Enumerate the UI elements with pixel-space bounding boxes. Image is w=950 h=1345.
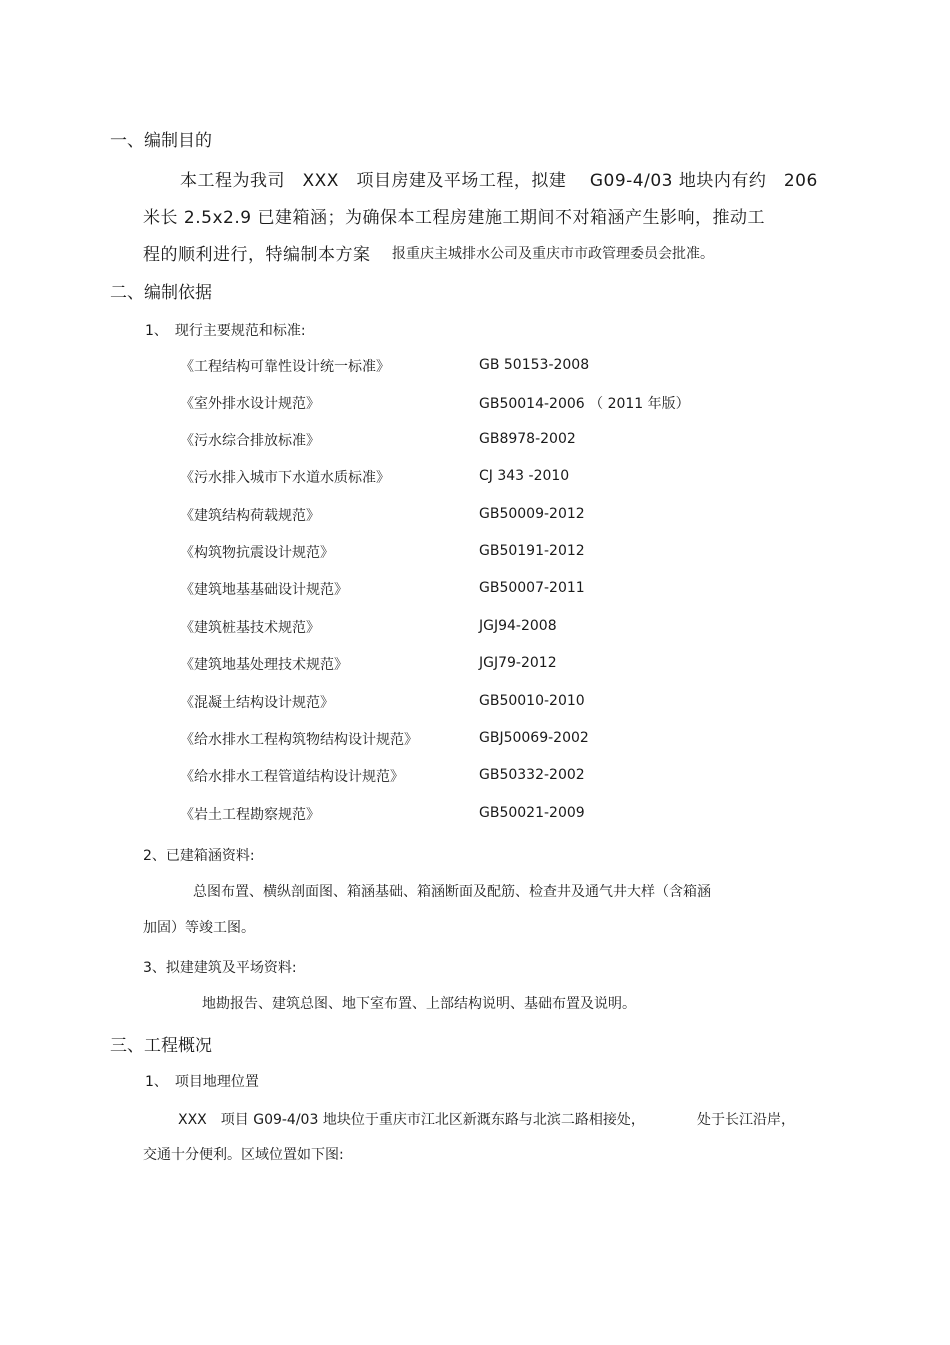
standard-code: GB 50153-2008 — [479, 357, 590, 373]
section-2-item-3-label: 3、拟建建筑及平场资料: — [143, 960, 297, 976]
section-3-item-1-label: 1、 项目地理位置 — [145, 1074, 259, 1090]
section-1-para-line-3-tail: 报重庆主城排水公司及重庆市市政管理委员会批准。 — [392, 246, 714, 262]
standard-code: GB50009-2012 — [479, 506, 585, 522]
standard-name: 《工程结构可靠性设计统一标准》 — [180, 359, 390, 375]
section-1-para-line-1: 本工程为我司 XXX 项目房建及平场工程，拟建 G09-4/03 地块内有约 206 — [180, 171, 818, 191]
standard-code: GB8978-2002 — [479, 431, 576, 447]
standard-code: GB50021-2009 — [479, 805, 585, 821]
standard-code: JGJ79-2012 — [479, 655, 557, 671]
standard-name: 《混凝土结构设计规范》 — [180, 695, 334, 711]
standard-code: JGJ94-2008 — [479, 618, 557, 634]
standard-name: 《岩土工程勘察规范》 — [180, 807, 320, 823]
section-3-heading: 三、工程概况 — [110, 1036, 212, 1056]
standard-code: CJ 343 -2010 — [479, 468, 570, 484]
standard-name: 《污水综合排放标准》 — [180, 433, 320, 449]
section-1-para-line-3: 程的顺利进行，特编制本方案 — [143, 245, 371, 265]
section-1-para-line-2: 米长 2.5x2.9 已建箱涵；为确保本工程房建施工期间不对箱涵产生影响，推动工 — [143, 208, 765, 228]
section-2-item-2-line-2: 加固）等竣工图。 — [143, 920, 255, 936]
standard-name: 《建筑桩基技术规范》 — [180, 620, 320, 636]
section-1-heading: 一、编制目的 — [110, 131, 212, 151]
section-3-para-line-2: 交通十分便利。区域位置如下图: — [143, 1147, 344, 1163]
section-3-para-line-1-tail: 处于长江沿岸， — [697, 1112, 795, 1128]
standard-name: 《给水排水工程管道结构设计规范》 — [180, 769, 404, 785]
standard-name: 《污水排入城市下水道水质标准》 — [180, 470, 390, 486]
standard-name: 《建筑地基基础设计规范》 — [180, 582, 348, 598]
standard-name: 《建筑结构荷载规范》 — [180, 508, 320, 524]
section-3-para-line-1: XXX 项目 G09-4/03 地块位于重庆市江北区新溉东路与北滨二路相接处， — [178, 1112, 645, 1128]
standard-code: GB50007-2011 — [479, 580, 585, 596]
standard-code: GB50191-2012 — [479, 543, 585, 559]
standard-name: 《建筑地基处理技术规范》 — [180, 657, 348, 673]
section-2-item-2-line-1: 总图布置、横纵剖面图、箱涵基础、箱涵断面及配筋、检查井及通气井大样（含箱涵 — [193, 884, 711, 900]
standard-name: 《室外排水设计规范》 — [180, 396, 320, 412]
standard-name: 《给水排水工程构筑物结构设计规范》 — [180, 732, 418, 748]
standard-code: GB50010-2010 — [479, 693, 585, 709]
standard-code: GBJ50069-2002 — [479, 730, 589, 746]
standard-code: GB50014-2006 （ 2011 年版） — [479, 396, 690, 412]
standard-name: 《构筑物抗震设计规范》 — [180, 545, 334, 561]
section-2-item-2-label: 2、已建箱涵资料: — [143, 848, 255, 864]
section-2-item-1-label: 1、 现行主要规范和标准: — [145, 323, 306, 339]
standard-code: GB50332-2002 — [479, 767, 585, 783]
section-2-heading: 二、编制依据 — [110, 283, 212, 303]
section-2-item-3-line-1: 地勘报告、建筑总图、地下室布置、上部结构说明、基础布置及说明。 — [202, 996, 636, 1012]
